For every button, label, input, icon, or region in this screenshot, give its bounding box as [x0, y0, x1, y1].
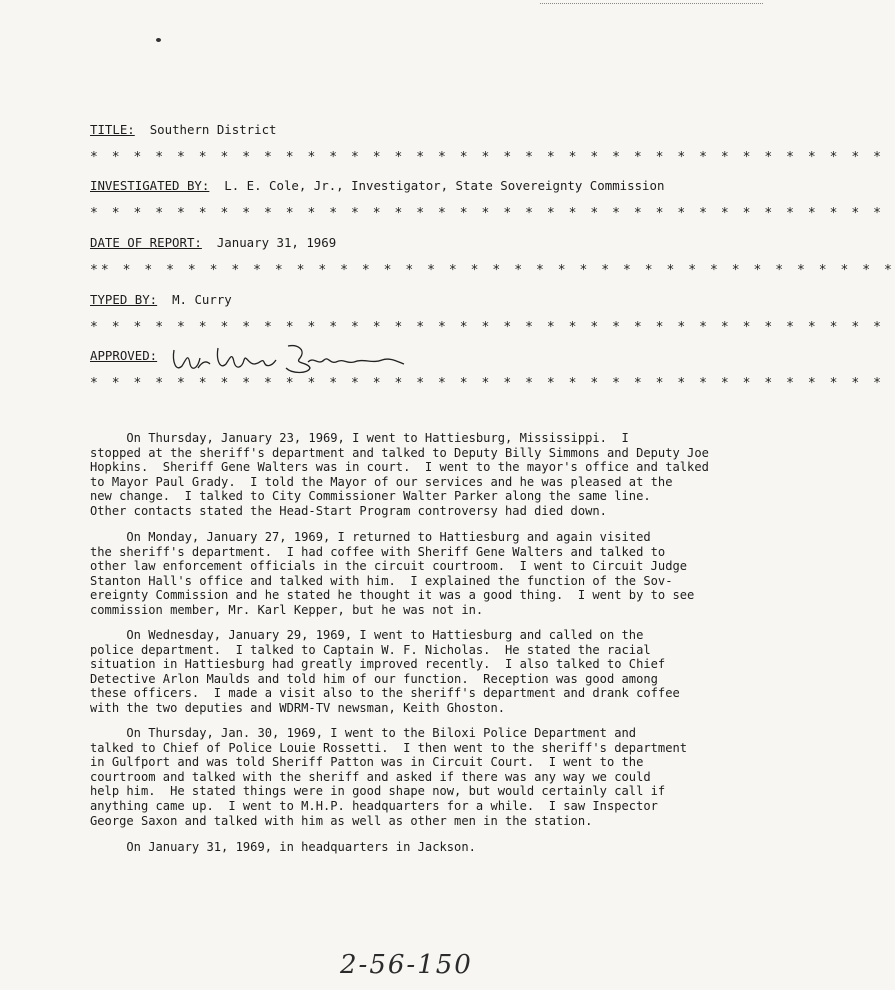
separator-5: * * * * * * * * * * * * * * * * * * * * * * * * * * * * * * * * * * * * *: [90, 376, 884, 391]
top-edge-rule: [540, 3, 763, 4]
separator-2: * * * * * * * * * * * * * * * * * * * * * * * * * * * * * * * * * * * * *: [90, 206, 884, 221]
title-value: Southern District: [149, 122, 277, 137]
date-line: [90, 235, 336, 250]
paragraph-line: On January 31, 1969, in headquarters in Jackson.: [90, 840, 476, 854]
paragraph-line: commission member, Mr. Karl Kepper, but he was not in.: [90, 602, 484, 617]
paragraph-4: [90, 726, 690, 828]
paragraph-5: [90, 840, 690, 855]
paragraph-line: these officers. I made a visit also to the sheriff's department and drank coffee: [90, 686, 680, 701]
paragraph-line: On Thursday, Jan. 30, 1969, I went to the Biloxi Police Department and: [90, 726, 637, 740]
separator-4: * * * * * * * * * * * * * * * * * * * * * * * * * * * * * * * * * * * * *: [90, 320, 884, 335]
paragraph-line: On Monday, January 27, 1969, I returned to Hattiesburg and again visited: [90, 530, 651, 544]
paragraph-line: On Thursday, January 23, 1969, I went to Hattiesburg, Mississippi. I: [90, 431, 629, 445]
title-line: [90, 122, 277, 137]
approver-signature: [168, 338, 408, 378]
paragraph-line: help him. He stated things were in good shape now, but would certainly call if: [90, 784, 666, 799]
paragraph-line: anything came up. I went to M.H.P. headquarters for a while. I saw Inspector: [90, 798, 658, 813]
paragraph-line: to Mayor Paul Grady. I told the Mayor of our services and he was pleased at the: [90, 474, 673, 489]
approved-label: APPROVED:: [90, 348, 158, 363]
approved-line: [90, 348, 157, 363]
document-number: 2-56-150: [340, 950, 473, 980]
paragraph-line: police department. I talked to Captain W. F. Nicholas. He stated the racial: [90, 642, 651, 657]
investigated-label: INVESTIGATED BY:: [90, 178, 210, 193]
paragraph-line: courtroom and talked with the sheriff and asked if there was any way we could: [90, 769, 651, 784]
date-label: DATE OF REPORT:: [90, 235, 202, 250]
paragraph-line: other law enforcement officials in the circuit courtroom. I went to Circuit Judge: [90, 559, 688, 574]
paragraph-line: situation in Hattiesburg had greatly improved recently. I also talked to Chief: [90, 657, 666, 672]
separator-3: ** * * * * * * * * * * * * * * * * * * * * * * * * * * * * * * * * * * * *: [90, 263, 895, 278]
paragraph-line: stopped at the sheriff's department and talked to Deputy Billy Simmons and Deputy Joe: [90, 445, 709, 460]
paragraph-1: [90, 431, 709, 519]
scan-speck: [156, 38, 161, 42]
investigated-value: L. E. Cole, Jr., Investigator, State Sovereignty Commission: [224, 178, 665, 193]
paragraph-2: [90, 530, 695, 618]
paragraph-line: new change. I talked to City Commissioner Walter Parker along the same line.: [90, 489, 651, 504]
paragraph-line: Other contacts stated the Head-Start Program controversy had died down.: [90, 503, 607, 518]
paragraph-line: Stanton Hall's office and talked with him. I explained the function of the Sov-: [90, 573, 673, 588]
paragraph-line: the sheriff's department. I had coffee with Sheriff Gene Walters and talked to: [90, 544, 666, 559]
typed-line: [90, 292, 232, 307]
investigated-line: [90, 178, 664, 193]
paragraph-line: Hopkins. Sheriff Gene Walters was in court. I went to the mayor's office and talked: [90, 460, 709, 475]
paragraph-line: in Gulfport and was told Sheriff Patton was in Circuit Court. I went to the: [90, 755, 644, 770]
paragraph-line: George Saxon and talked with him as well as other men in the station.: [90, 813, 593, 828]
paragraph-line: with the two deputies and WDRM-TV newsman, Keith Ghoston.: [90, 700, 506, 715]
separator-1: * * * * * * * * * * * * * * * * * * * * * * * * * * * * * * * * * * * * *: [90, 150, 884, 165]
typed-value: M. Curry: [172, 292, 232, 307]
typed-label: TYPED BY:: [90, 292, 158, 307]
title-label: TITLE:: [90, 122, 135, 137]
date-value: January 31, 1969: [216, 235, 337, 250]
paragraph-line: On Wednesday, January 29, 1969, I went to Hattiesburg and called on the: [90, 628, 644, 642]
paragraph-line: Detective Arlon Maulds and told him of our function. Reception was good among: [90, 671, 658, 686]
paragraph-line: talked to Chief of Police Louie Rossetti. I then went to the sheriff's department: [90, 740, 688, 755]
paragraph-line: ereignty Commission and he stated he thought it was a good thing. I went by to see: [90, 588, 695, 603]
paragraph-3: [90, 628, 690, 716]
